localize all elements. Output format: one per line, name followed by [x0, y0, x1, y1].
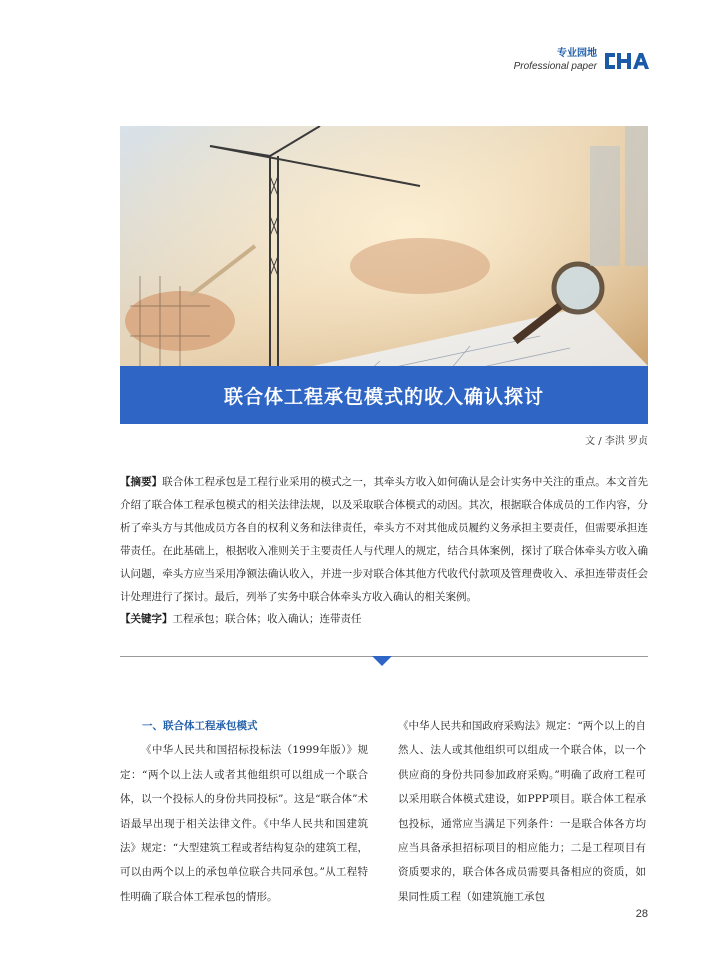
keywords: [120, 611, 648, 626]
keywords-label: 【关键字】: [120, 613, 173, 625]
title-banner: [120, 366, 648, 424]
body-column-left: [120, 714, 368, 909]
page-header: [514, 48, 649, 73]
journal-logo: [603, 49, 649, 73]
header-section-label: [514, 48, 597, 73]
article-title: 联合体工程承包模式的收入确认探讨: [223, 385, 544, 408]
divider-arrow-icon: [372, 656, 392, 666]
abstract-label: 【摘要】: [120, 476, 163, 488]
abstract: [120, 471, 648, 609]
keywords-text: 工程承包；联合体；收入确认；连带责任: [172, 613, 362, 625]
body-paragraph: 《中华人民共和国政府采购法》规定：“两个以上的自然人、法人或其他组织可以组成一个联合体，以一个供应商的身份共同参加政府采购。”明确了政府工程可以采用联合体模式建设，如PPP项目。联合体工程承包投标，通常应当满足下列条件：一是联合体各方均应当具备承担招标项目的相应能力；二是工程项目有资质要求的，联合体各成员需要具备相应的资质，如果同性质工程（如建筑施工承包: [398, 720, 646, 903]
article-author: 文 / 李洪 罗贞: [585, 436, 648, 447]
section-name-en: Professional paper: [513, 60, 597, 72]
section-name-cn: 专业园地: [557, 48, 597, 59]
section-heading: 一、联合体工程承包模式: [142, 720, 258, 732]
body-column-right: [398, 714, 646, 909]
page-number: 28: [635, 908, 648, 920]
body-paragraph: 《中华人民共和国招标投标法（1999年版）》规定：“两个以上法人或者其他组织可以组成一个联合体，以一个投标人的身份共同投标”。这是“联合体”术语最早出现于相关法律文件。《中华人民共和国建筑法》规定：“大型建筑工程或者结构复杂的建筑工程，可以由两个以上的承包单位联合共同承包。”从工程特性明确了联合体工程承包的情形。: [120, 744, 368, 903]
abstract-text: 联合体工程承包是工程行业采用的模式之一，其牵头方收入如何确认是会计实务中关注的重点。本文首先介绍了联合体工程承包模式的相关法律法规，以及采取联合体模式的动因。其次，根据联合体成员的工作内容，分析了牵头方与其他成员方各自的权利义务和法律责任，牵头方不对其他成员履约义务承担主要责任，但需要承担连带责任。在此基础上，根据收入准则关于主要责任人与代理人的规定，结合具体案例，探讨了联合体牵头方收入确认问题，牵头方应当采用净额法确认收入，并进一步对联合体其他方代收代付款项及管理费收入、承担连带责任会计处理进行了探讨。最后，列举了实务中联合体牵头方收入确认的相关案例。: [120, 476, 649, 603]
hero-image: [120, 126, 648, 424]
